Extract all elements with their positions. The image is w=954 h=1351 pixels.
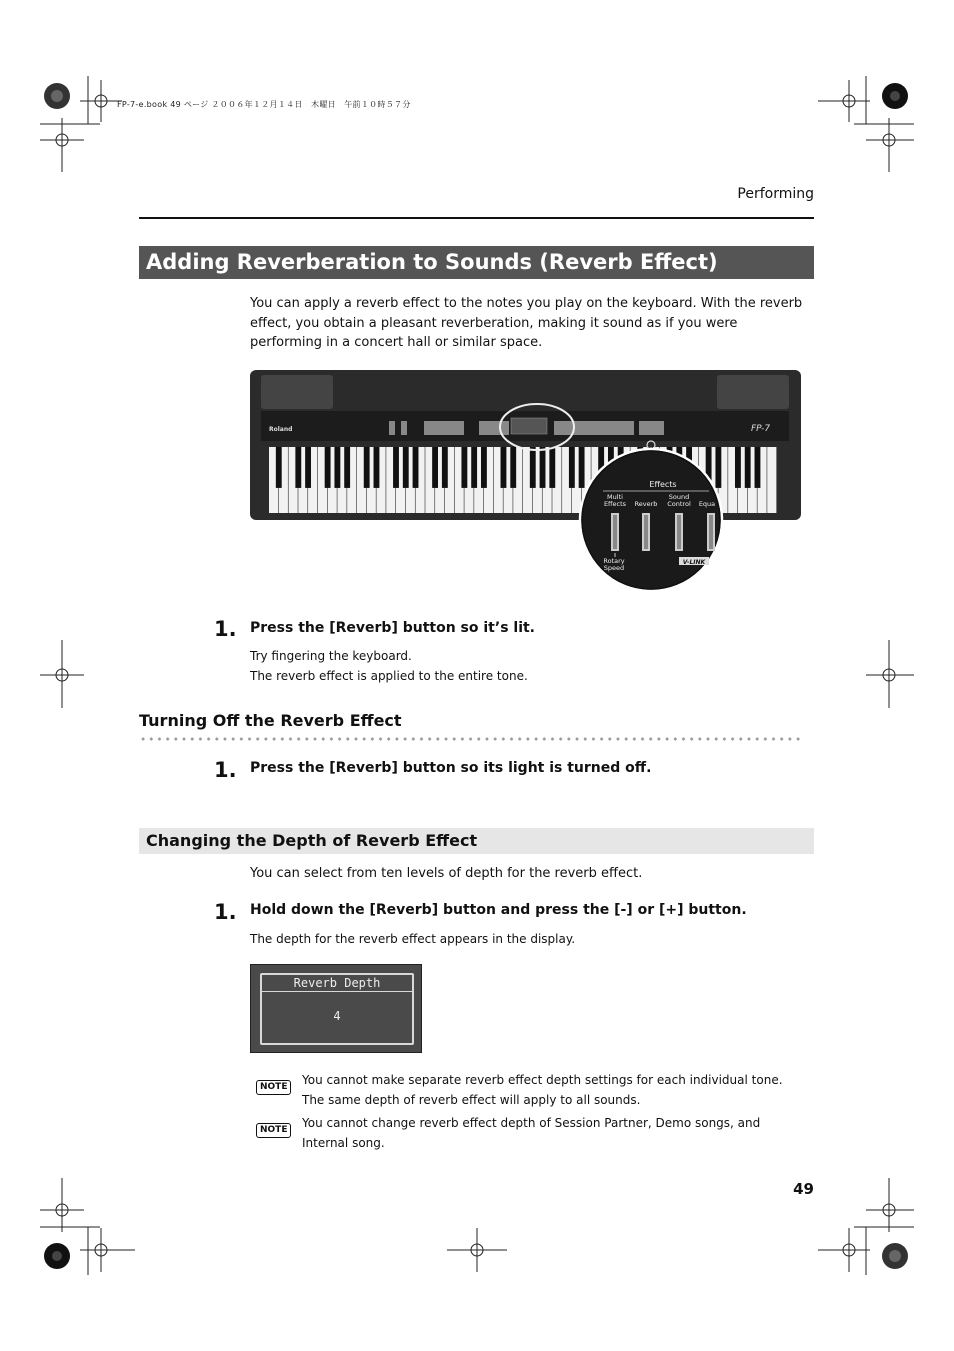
black-key <box>735 447 741 488</box>
subsection-heading-bar: Changing the Depth of Reverb Effect <box>139 828 814 854</box>
keyboard-illustration <box>249 369 804 595</box>
equalizer-button-label: Equa <box>698 500 716 508</box>
black-key <box>374 447 380 488</box>
black-key <box>413 447 419 488</box>
svg-text:Rotary: Rotary <box>603 557 625 565</box>
black-key <box>549 447 555 488</box>
black-key <box>403 447 409 488</box>
depth-intro: You can select from ten levels of depth for the reverb effect. <box>250 866 643 881</box>
effects-group-label: Effects <box>649 480 677 489</box>
svg-text:Control: Control <box>667 500 691 508</box>
black-key <box>745 447 751 488</box>
black-key <box>276 447 282 488</box>
black-key <box>530 447 536 488</box>
black-key <box>344 447 350 488</box>
lcd-display <box>250 964 422 1053</box>
svg-text:Speed: Speed <box>603 564 625 572</box>
running-head: Performing <box>737 186 814 202</box>
step-detail: The depth for the reverb effect appears in the display. <box>250 932 576 946</box>
black-key <box>305 447 311 488</box>
subsection-heading: Turning Off the Reverb Effect <box>139 711 402 730</box>
step-number: 1. <box>214 758 237 782</box>
black-key <box>569 447 575 488</box>
step-number: 1. <box>214 900 237 924</box>
black-key <box>334 447 340 488</box>
black-key <box>295 447 301 488</box>
black-key <box>432 447 438 488</box>
step-detail: The reverb effect is applied to the entire tone. <box>250 669 528 683</box>
vlink-logo: V-LINK <box>682 559 706 566</box>
note-badge: NOTE <box>256 1123 291 1138</box>
black-key <box>510 447 516 488</box>
lcd-value: 4 <box>333 1009 341 1023</box>
model-logo: FP-7 <box>751 424 771 434</box>
section-title: Adding Reverberation to Sounds (Reverb Effect) <box>139 246 814 279</box>
step-instruction: Hold down the [Reverb] button and press the [-] or [+] button. <box>250 902 747 918</box>
print-crop-text: FP-7-e.book 49 ページ ２００６年１２月１４日 木曜日 午前１０時５７分 <box>117 100 411 109</box>
black-key <box>471 447 477 488</box>
black-key <box>364 447 370 488</box>
brand-logo: Roland <box>269 426 293 433</box>
lcd-title: Reverb Depth <box>262 975 412 992</box>
svg-text:Effects: Effects <box>603 500 627 508</box>
page-number: 49 <box>793 1180 814 1198</box>
step-detail: Try fingering the keyboard. <box>250 649 412 663</box>
white-key <box>767 447 776 513</box>
header-rule <box>139 217 814 219</box>
svg-text:Multi: Multi <box>607 493 623 501</box>
svg-text:Sound: Sound <box>668 493 690 501</box>
black-key <box>540 447 546 488</box>
step-number: 1. <box>214 617 237 641</box>
black-key <box>442 447 448 488</box>
dotted-divider <box>139 737 804 741</box>
black-key <box>393 447 399 488</box>
black-key <box>325 447 331 488</box>
note-text: You cannot change reverb effect depth of Session Partner, Demo songs, and Internal song. <box>302 1116 761 1150</box>
black-key <box>755 447 761 488</box>
step-instruction: Press the [Reverb] button so it’s lit. <box>250 620 536 636</box>
black-key <box>481 447 487 488</box>
black-key <box>579 447 585 488</box>
intro-paragraph: You can apply a reverb effect to the notes you play on the keyboard. With the reverb effect, you obtain a pleasant reverberation, making it sound as if you were performing in a concert hall or similar space. <box>250 296 803 350</box>
note-text: You cannot make separate reverb effect depth settings for each individual tone. The same depth of reverb effect will apply to all sounds. <box>302 1073 783 1107</box>
black-key <box>715 447 721 488</box>
step-instruction: Press the [Reverb] button so its light is turned off. <box>250 760 652 776</box>
reverb-button-label: Reverb <box>634 500 658 508</box>
note-badge: NOTE <box>256 1080 291 1095</box>
black-key <box>461 447 467 488</box>
black-key <box>501 447 507 488</box>
